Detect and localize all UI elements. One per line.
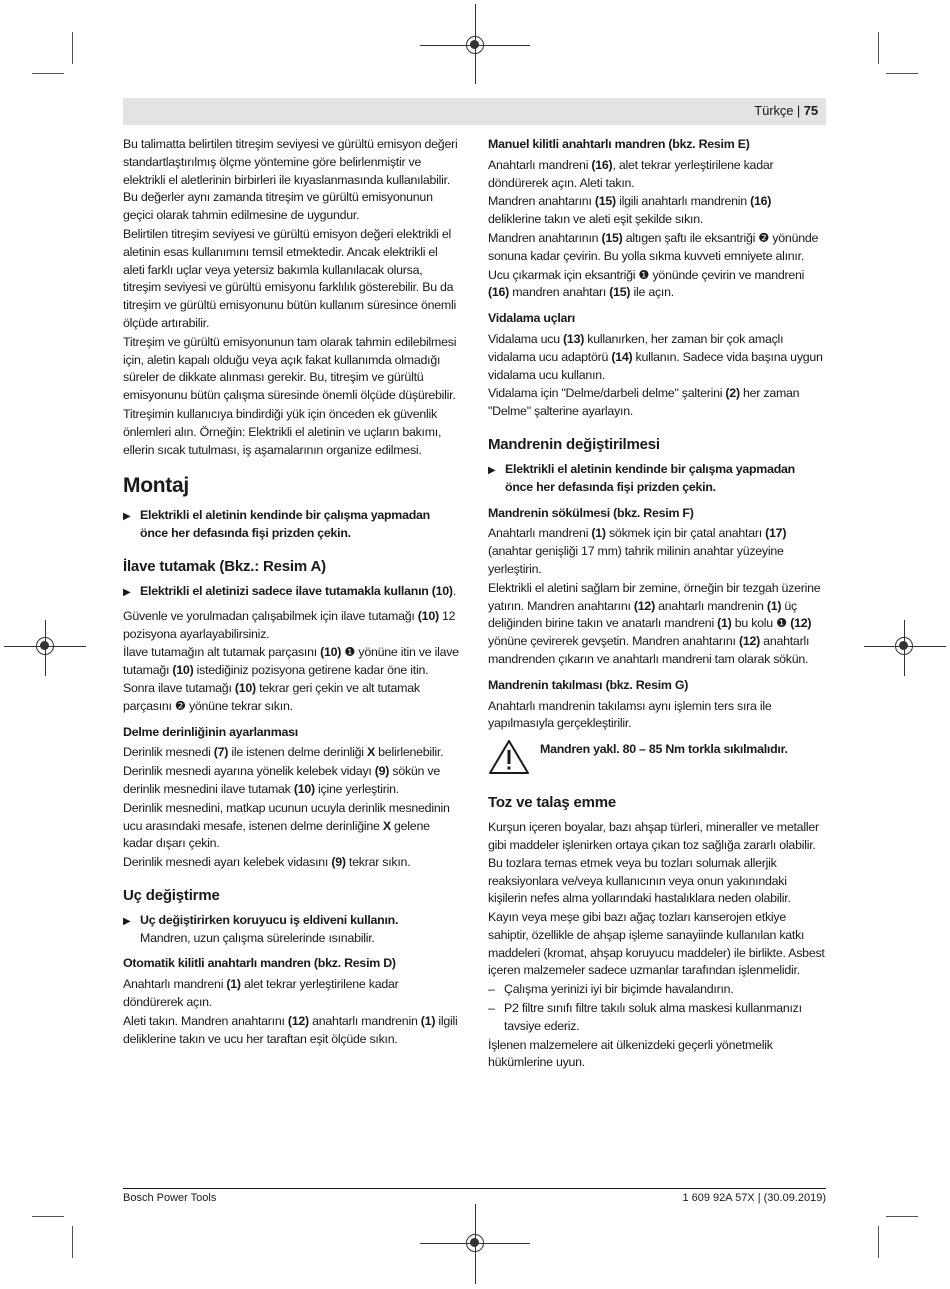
paragraph: Vidalama için "Delme/darbeli delme" şalterini (2) her zaman "Delme" şalterine ayarlayın. <box>488 386 800 419</box>
section-title-mandren: Mandrenin değiştirilmesi <box>488 435 660 453</box>
list-item <box>488 981 825 999</box>
registration-mark-icon <box>36 637 54 655</box>
safety-bullet <box>488 461 825 497</box>
subheading-manuel: Manuel kilitli anahtarlı mandren (bkz. Resim E) <box>488 137 750 151</box>
bullet-text: Elektrikli el aletinin kendinde bir çalışma yapmadan önce her defasında fişi prizden çekin. <box>505 461 795 494</box>
paragraph: Mandren anahtarının (15) altıgen şaftı ile eksantriği ❷ yönünde sonuna kadar çevirin. Bu yolla sıkma kuvveti emniyete alınır. <box>488 230 819 263</box>
list-item <box>488 1000 825 1036</box>
crop-mark <box>72 1226 73 1258</box>
paragraph: Anahtarlı mandrenin takılamsı aynı işlemin ters sıra ile yapılmasıyla gerçekleştirilir. <box>488 698 772 731</box>
warning-note <box>488 739 825 775</box>
triangle-right-icon: ▶ <box>123 511 131 523</box>
paragraph: İşlenen malzemelere ait ülkenizdeki geçerli yönetmelik hükümlerine uyun. <box>488 1037 773 1070</box>
page-header <box>123 98 826 125</box>
page-number: 75 <box>803 103 818 118</box>
paragraph: Kurşun içeren boyalar, bazı ahşap türleri, mineraller ve metaller gibi maddeler işlenirken ortaya çıkan toz sağlığa zararlı olabilir. Bu tozlara temas etmek veya bu tozları solumak allerjik reaksiyonlara ve/veya kullanıcının veya onun yakınındaki kişilerin nefes alma yollarındaki hastalıklara neden olabilir. <box>488 820 819 906</box>
paragraph: Ucu çıkarmak için eksantriği ❶ yönünde çevirin ve mandreni (16) mandren anahtarı (15) ile açın. <box>488 267 805 300</box>
paragraph: Belirtilen titreşim seviyesi ve gürültü emisyon değeri elektrikli el aletinin esas kullanımını temsil etmektedir. Ancak elektrikli el aleti farklı uçlar veya yetersiz bakımla kullanılacak olursa, titreşim seviyesi ve gürültü emisyonu farklılık gösterebilir. Bu da titreşim ve gürültü emisyonunu bütün kullanım süresince önemli ölçüde artırabilir. <box>123 226 456 330</box>
bullet-text: Elektrikli el aletinizi sadece ilave tutamakla kullanın (10). <box>140 583 457 598</box>
safety-bullet <box>123 507 460 543</box>
list-item-text: Çalışma yerinizi iyi bir biçimde havalandırın. <box>504 982 734 997</box>
crop-mark <box>878 1226 879 1258</box>
safety-bullet <box>123 912 460 948</box>
paragraph: Elektrikli el aletini sağlam bir zemine, örneğin bir tezgah üzerine yatırın. Mandren anahtarını (12) anahtarlı mandrenin (1) üç deliğinden birine takın ve anatarlı mandreni (1) bu kolu ❶ (12) yönüne çevirerek gevşetin. Mandren anahtarını (12) anahtarlı mandrenden çıkarın ve anahtarlı mandreni tam olarak sökün. <box>488 580 821 666</box>
triangle-right-icon: ▶ <box>488 464 496 476</box>
warning-text: Mandren yakl. 80 – 85 Nm torkla sıkılmalıdır. <box>540 742 788 757</box>
bullet-text: Elektrikli el aletinin kendinde bir çalışma yapmadan önce her defasında fişi prizden çekin. <box>140 508 430 541</box>
registration-mark-icon <box>466 36 484 54</box>
safety-bullet <box>123 583 460 602</box>
dash-mark: – <box>488 1001 495 1016</box>
paragraph: Derinlik mesnedi (7) ile istenen delme derinliği X belirlenebilir. <box>123 745 444 760</box>
left-column <box>123 136 460 1049</box>
section-title-montaj: Montaj <box>123 474 189 498</box>
warning-triangle-icon <box>488 739 530 775</box>
paragraph: Mandren anahtarını (15) ilgili anahtarlı mandrenin (16) deliklerine takın ve aleti eşit şekilde sıkın. <box>488 194 772 227</box>
paragraph: Anahtarlı mandreni (1) alet tekrar yerleştirilene kadar döndürerek açın. <box>123 977 399 1010</box>
paragraph: Kayın veya meşe gibi bazı ağaç tozları kanserojen etkiye sahiptir, özellikle de ahşap işleme sanayiinde kullanılan katkı maddeleri (kromat, ahşap koruyucu maddeler) ile birlikte. Asbest içeren malzemeler sadece uzmanlar tarafından işlenmelidir. <box>488 910 825 978</box>
registration-mark-icon <box>466 1234 484 1252</box>
footer-rule <box>123 1188 826 1189</box>
paragraph: Vidalama ucu (13) kullanırken, her zaman bir çok amaçlı vidalama ucu adaptörü (14) kullanın. Sadece vida başına uygun vidalama ucu kullanın. <box>488 331 823 382</box>
triangle-right-icon: ▶ <box>123 586 131 598</box>
page-header-label <box>754 103 818 118</box>
paragraph: Titreşim ve gürültü emisyonunun tam olarak tahmin edilebilmesi için, aletin kapalı olduğu veya açık fakat kullanımda olmadığı süreler de dikkate alınması gerekir. Bu, titreşim ve gürültü emisyonunu bütün çalışma süresinde önemli ölçüde düşürebilir. <box>123 334 457 403</box>
paragraph: Aleti takın. Mandren anahtarını (12) anahtarlı mandrenin (1) ilgili deliklerine takın ve ucu her taraftan eşit ölçüde sıkın. <box>123 1013 458 1046</box>
right-column <box>488 136 825 1073</box>
subheading-vidalama: Vidalama uçları <box>488 311 575 326</box>
paragraph: Derinlik mesnedini, matkap ucunun ucuyla derinlik mesnedinin ucu arasındaki mesafe, istenen delme derinliğine X gelene kadar dışarı çekin. <box>123 800 450 851</box>
subheading-otomatik: Otomatik kilitli anahtarlı mandren (bkz. Resim D) <box>123 956 396 971</box>
paragraph: Anahtarlı mandreni (1) sökmek için bir çatal anahtarı (17) (anahtar genişliği 17 mm) tahrik milinin anahtar yüzeyine yerleştirin. <box>488 526 787 576</box>
crop-mark <box>72 32 73 64</box>
subheading-sokulmesi: Mandrenin sökülmesi (bkz. Resim F) <box>488 505 694 520</box>
paragraph: Derinlik mesnedi ayarı kelebek vidasını (9) tekrar sıkın. <box>123 855 411 870</box>
header-separator: | <box>793 103 804 118</box>
section-title-uc-degistirme: Uç değiştirme <box>123 886 220 904</box>
paragraph: Titreşimin kullanıcıya bindirdiği yük için önceden ek güvenlik önlemleri alın. Örneğin: Elektrikli el aletinin ve uçların bakımı, ellerin sıcak tutulması, iş aşamalarının organize edilmesi. <box>123 406 442 457</box>
triangle-right-icon: ▶ <box>123 915 131 927</box>
section-title-toz: Toz ve talaş emme <box>488 794 617 812</box>
bullet-text: Uç değiştirirken koruyucu iş eldiveni kullanın. Mandren, uzun çalışma sürelerinde ısınabilir. <box>140 912 399 945</box>
crop-mark <box>878 32 879 64</box>
paragraph: Bu talimatta belirtilen titreşim seviyesi ve gürültü emisyon değeri standartlaştırılmış ölçme yöntemine göre belirlenmiştir ve elektrikli el aletlerinin birbirleri ile kıyaslanmasında kullanılabilir. Bu değerler aynı zamanda titreşim ve gürültü emisyonunun geçici olarak tahmin edilmesine de uygundur. <box>123 137 458 223</box>
language-label: Türkçe <box>754 103 794 118</box>
paragraph: İlave tutamağın alt tutamak parçasını (10) ❶ yönüne itin ve ilave tutamağı (10) istediğiniz pozisyona getirene kadar öne itin. Sonra ilave tutamağı (10) tekrar geri çekin ve alt tutamak parçasını ❷ yönüne tekrar sıkın. <box>123 645 459 713</box>
crop-mark <box>32 1216 64 1217</box>
list-item-text: P2 filtre sınıfı filtre takılı soluk alma maskesi kullanmanızı tavsiye ederiz. <box>504 1001 802 1033</box>
subheading-delme: Delme derinliğinin ayarlanması <box>123 724 298 739</box>
crop-mark <box>886 1216 918 1217</box>
footer-brand: Bosch Power Tools <box>123 1192 217 1204</box>
dash-mark: – <box>488 982 495 997</box>
crop-mark <box>886 73 918 74</box>
paragraph: Güvenle ve yorulmadan çalışabilmek için ilave tutamağı (10) 12 pozisyona ayarlayabilirsiniz. <box>123 608 456 641</box>
subheading-takilmasi: Mandrenin takılması (bkz. Resim G) <box>488 677 689 692</box>
registration-mark-icon <box>895 637 913 655</box>
section-title-ilave-tutamak: İlave tutamak (Bkz.: Resim A) <box>123 557 326 575</box>
footer-doc-number: 1 609 92A 57X | (30.09.2019) <box>682 1192 826 1204</box>
crop-mark <box>32 73 64 74</box>
paragraph: Derinlik mesnedi ayarına yönelik kelebek vidayı (9) sökün ve derinlik mesnedini ilave tutamak (10) içine yerleştirin. <box>123 764 440 796</box>
paragraph: Anahtarlı mandreni (16), alet tekrar yerleştirilene kadar döndürerek açın. Aleti takın. <box>488 157 774 190</box>
